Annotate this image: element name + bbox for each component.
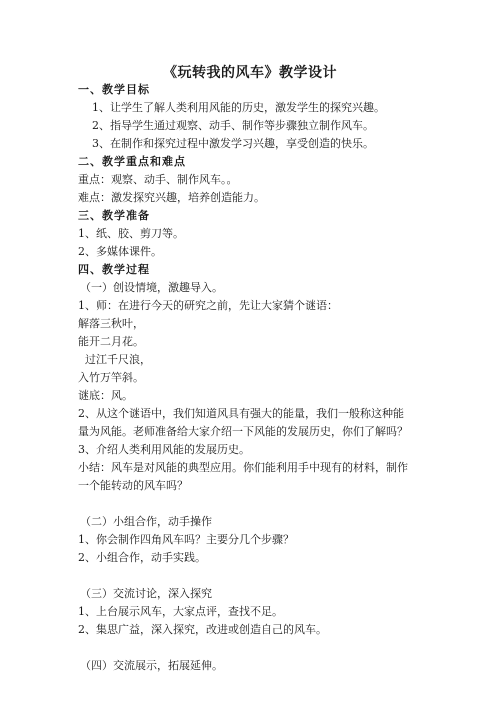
process-step: 2、小组合作，动手实践。 xyxy=(78,551,206,564)
preparation-item: 2、多媒体课件。 xyxy=(78,245,162,258)
process-step-continued: 量为风能。老师准备给大家介绍一下风能的发展历史，你们了解吗？ xyxy=(78,425,408,438)
section-heading-preparation: 三、教学准备 xyxy=(78,209,150,222)
riddle-line: 入竹万竿斜。 xyxy=(78,371,144,384)
summary-text-continued: 一个能转动的风车吗？ xyxy=(78,479,188,492)
preparation-item: 1、纸、胶、剪刀等。 xyxy=(78,227,184,240)
section-heading-objectives: 一、教学目标 xyxy=(78,83,150,96)
process-subheading: （三）交流讨论，深入探究 xyxy=(80,587,212,600)
riddle-line: 过江千尺浪， xyxy=(85,353,151,366)
riddle-line: 能开二月花。 xyxy=(78,335,144,348)
process-subheading: （一）创设情境，激趣导入。 xyxy=(80,281,223,294)
process-subheading: （四）交流展示，拓展延伸。 xyxy=(80,659,223,672)
difficulty-text: 难点：激发探究兴趣，培养创造能力。 xyxy=(78,191,265,204)
riddle-line: 解落三秋叶， xyxy=(78,317,144,330)
summary-text: 小结：风车是对风能的典型应用。你们能利用手中现有的材料，制作 xyxy=(78,461,408,474)
process-subheading: （二）小组合作，动手操作 xyxy=(80,515,212,528)
process-step: 1、上台展示风车，大家点评，查找不足。 xyxy=(78,605,283,618)
key-point-text: 重点：观察、动手、制作风车。。 xyxy=(78,173,238,186)
process-step: 2、集思广益，深入探究，改进或创造自己的风车。 xyxy=(78,623,327,636)
section-heading-key-points: 二、教学重点和难点 xyxy=(78,155,186,168)
document-title: 《玩转我的风车》教学设计 xyxy=(163,65,337,81)
process-step: 2、从这个谜语中，我们知道风具有强大的能量，我们一般称这种能 xyxy=(78,407,404,420)
section-heading-process: 四、教学过程 xyxy=(78,263,150,276)
objective-item: 2、指导学生通过观察、动手、制作等步骤独立制作风车。 xyxy=(92,119,374,132)
riddle-answer: 谜底：风。 xyxy=(78,389,133,402)
objective-item: 1、让学生了解人类利用风能的历史，激发学生的探究兴趣。 xyxy=(92,101,385,114)
objective-item: 3、在制作和探究过程中激发学习兴趣，享受创造的快乐。 xyxy=(92,137,374,150)
process-step: 3、介绍人类利用风能的发展历史。 xyxy=(78,443,250,456)
process-step: 1、你会制作四角风车吗？主要分几个步骤？ xyxy=(78,533,294,546)
process-step: 1、师：在进行今天的研究之前，先让大家猜个谜语： xyxy=(78,299,338,312)
